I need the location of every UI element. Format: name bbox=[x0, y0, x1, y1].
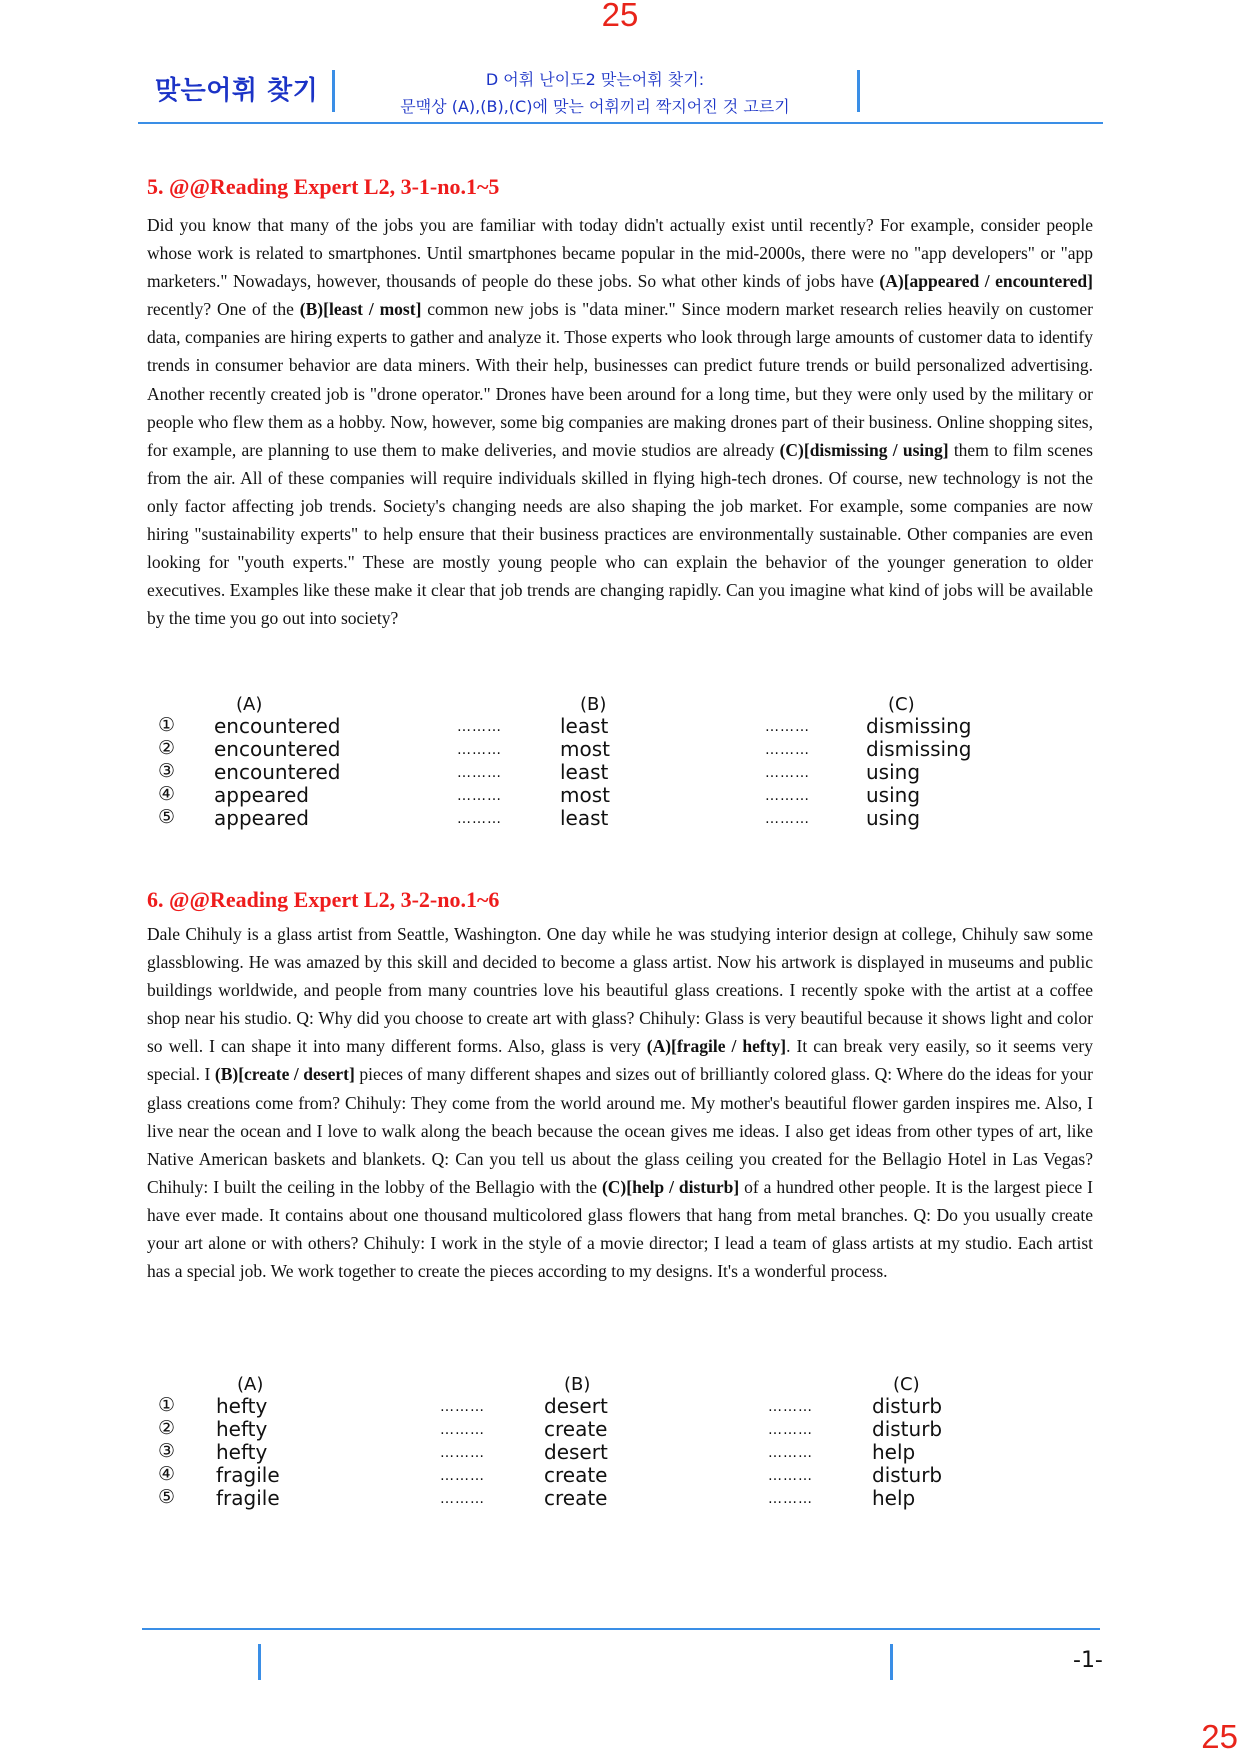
option-dots: ……… bbox=[440, 1399, 485, 1415]
section-subtitle bbox=[340, 66, 850, 120]
option-number: ⑤ bbox=[158, 1486, 176, 1508]
header-rule bbox=[138, 122, 1103, 124]
option-header-c: (C) bbox=[888, 694, 915, 715]
option-a: appeared bbox=[214, 783, 309, 807]
blank-choice: (B)[least / most] bbox=[299, 299, 422, 320]
option-dots: ……… bbox=[457, 742, 502, 758]
option-header-b: (B) bbox=[564, 1374, 591, 1395]
option-number: ① bbox=[158, 1394, 176, 1416]
footer-rule bbox=[142, 1628, 1100, 1630]
option-c: help bbox=[872, 1486, 916, 1510]
option-number: ② bbox=[158, 1417, 176, 1439]
option-c: disturb bbox=[872, 1394, 943, 1418]
option-dots: ……… bbox=[440, 1491, 485, 1507]
option-a: encountered bbox=[214, 737, 341, 761]
option-header-a: (A) bbox=[237, 1374, 264, 1395]
question-title: 5. @@Reading Expert L2, 3-1-no.1~5 bbox=[147, 174, 500, 199]
option-number: ④ bbox=[158, 783, 176, 805]
option-c: using bbox=[866, 760, 921, 784]
page-number-top: 25 bbox=[601, 0, 639, 33]
option-dots: ……… bbox=[768, 1468, 813, 1484]
option-number: ① bbox=[158, 714, 176, 736]
question-passage bbox=[147, 920, 1093, 1285]
option-dots: ……… bbox=[768, 1445, 813, 1461]
option-c: dismissing bbox=[866, 737, 972, 761]
blank-choice: (A)[appeared / encountered] bbox=[879, 271, 1093, 292]
passage-text: recently? One of the bbox=[147, 299, 300, 320]
passage-text: pieces of many different shapes and sizes out of brilliantly colored glass. Q: Where do the ideas for your glass creations come from? Chihuly: They come from the world around me. My mother's beautiful flower garden inspires me. Also, I live near the ocean and I love to walk along the beach because the ocean gives me ideas. I also get ideas from other types of art, like Native American baskets and blankets. Q: Can you tell us about the glass ceiling you created for the Bellagio Hotel in Las Vegas? Chihuly: I built the ceiling in the lobby of the Bellagio with the bbox=[147, 1064, 1093, 1197]
footer-divider-right bbox=[890, 1644, 893, 1680]
passage-text: of a hundred other people. It is the largest piece I have ever made. It contains about one thousand multicolored glass flowers that hang from metal branches. Q: Do you usually create your art alone or with others? Chihuly: I work in the style of a movie director; I lead a team of glass artists at my studio. Each artist has a special job. We work together to create the pieces according to my designs. It's a wonderful process. bbox=[147, 1176, 1093, 1282]
section-title: 맞는어휘 찾기 bbox=[155, 76, 319, 106]
option-header-c: (C) bbox=[893, 1374, 920, 1395]
passage-text: Did you know that many of the jobs you are familiar with today didn't actually exist until recently? For example, consider people whose work is related to smartphones. Until smartphones became popular in the mid-2000s, there were no "app developers" or "app marketers." Nowadays, however, thousands of people do these jobs. So what other kinds of jobs have bbox=[147, 215, 1093, 292]
option-dots: ……… bbox=[768, 1422, 813, 1438]
option-a: appeared bbox=[214, 806, 309, 830]
option-b: most bbox=[560, 737, 610, 761]
option-a: fragile bbox=[216, 1486, 280, 1510]
option-number: ③ bbox=[158, 760, 176, 782]
option-a: hefty bbox=[216, 1394, 268, 1418]
footer-page-label: -1- bbox=[1073, 1648, 1103, 1673]
option-number: ⑤ bbox=[158, 806, 176, 828]
option-a: encountered bbox=[214, 760, 341, 784]
option-b: create bbox=[544, 1417, 608, 1441]
option-c: disturb bbox=[872, 1463, 943, 1487]
blank-choice: (B)[create / desert] bbox=[214, 1064, 355, 1085]
option-dots: ……… bbox=[765, 765, 810, 781]
subtitle-line-2: 문맥상 (A),(B),(C)에 맞는 어휘끼리 짝지어진 것 고르기 bbox=[400, 97, 790, 116]
option-dots: ……… bbox=[457, 788, 502, 804]
blank-choice: (A)[fragile / hefty] bbox=[646, 1036, 787, 1057]
option-dots: ……… bbox=[440, 1422, 485, 1438]
option-b: desert bbox=[544, 1394, 608, 1418]
option-header-b: (B) bbox=[580, 694, 607, 715]
option-b: create bbox=[544, 1486, 608, 1510]
option-dots: ……… bbox=[768, 1399, 813, 1415]
option-b: least bbox=[560, 760, 609, 784]
passage-text: . It can break very easily, so it seems very special. I bbox=[147, 1036, 1093, 1085]
option-number: ③ bbox=[158, 1440, 176, 1462]
blank-choice: (C)[dismissing / using] bbox=[779, 439, 949, 460]
subtitle-line-1: D 어휘 난이도2 맞는어휘 찾기: bbox=[485, 70, 705, 89]
option-a: fragile bbox=[216, 1463, 280, 1487]
footer-divider-left bbox=[258, 1644, 261, 1680]
option-dots: ……… bbox=[440, 1445, 485, 1461]
blank-choice: (C)[help / disturb] bbox=[601, 1176, 740, 1197]
option-dots: ……… bbox=[768, 1491, 813, 1507]
header-divider-right bbox=[857, 70, 860, 112]
option-c: help bbox=[872, 1440, 916, 1464]
option-b: most bbox=[560, 783, 610, 807]
option-b: least bbox=[560, 714, 609, 738]
option-b: create bbox=[544, 1463, 608, 1487]
page-number-bottom: 25 bbox=[1201, 1718, 1238, 1755]
option-dots: ……… bbox=[440, 1468, 485, 1484]
option-c: using bbox=[866, 783, 921, 807]
option-c: dismissing bbox=[866, 714, 972, 738]
option-dots: ……… bbox=[457, 719, 502, 735]
option-b: desert bbox=[544, 1440, 608, 1464]
option-a: hefty bbox=[216, 1440, 268, 1464]
option-dots: ……… bbox=[765, 719, 810, 735]
passage-text: Dale Chihuly is a glass artist from Seattle, Washington. One day while he was studying interior design at college, Chihuly saw some glassblowing. He was amazed by this skill and decided to become a glass artist. Now his artwork is displayed in museums and public buildings worldwide, and people from many countries love his beautiful glass creations. I recently spoke with the artist at a coffee shop near his studio. Q: Why did you choose to create art with glass? Chihuly: Glass is very beautiful because it shows light and color so well. I can shape it into many different forms. Also, glass is very bbox=[147, 924, 1093, 1057]
option-c: using bbox=[866, 806, 921, 830]
passage-text: them to film scenes from the air. All of these companies will require individuals skilled in flying high-tech drones. Of course, new technology is not the only factor affecting job trends. Society's changing needs are also shaping the job market. For example, some companies are now hiring "sustainability experts" to help ensure that their business practices are environmentally sustainable. Other companies are even looking for "youth experts." These are mostly young people who can explain the behavior of the younger generation to older executives. Examples like these make it clear that job trends are changing rapidly. Can you imagine what kind of jobs will be available by the time you go out into society? bbox=[147, 439, 1093, 629]
option-dots: ……… bbox=[457, 811, 502, 827]
question-title: 6. @@Reading Expert L2, 3-2-no.1~6 bbox=[147, 887, 500, 912]
option-header-a: (A) bbox=[236, 694, 263, 715]
option-a: encountered bbox=[214, 714, 341, 738]
option-dots: ……… bbox=[765, 811, 810, 827]
option-dots: ……… bbox=[457, 765, 502, 781]
header-divider-left bbox=[332, 70, 335, 112]
option-b: least bbox=[560, 806, 609, 830]
option-dots: ……… bbox=[765, 788, 810, 804]
option-dots: ……… bbox=[765, 742, 810, 758]
option-c: disturb bbox=[872, 1417, 943, 1441]
option-number: ② bbox=[158, 737, 176, 759]
option-a: hefty bbox=[216, 1417, 268, 1441]
question-passage bbox=[147, 211, 1093, 632]
option-number: ④ bbox=[158, 1463, 176, 1485]
passage-text: common new jobs is "data miner." Since modern market research relies heavily on customer data, companies are hiring experts to gather and analyze it. Those experts who look through large amounts of customer data to identify trends in consumer behavior are data miners. With their help, businesses can predict future trends or build personalized advertising. Another recently created job is "drone operator." Drones have been around for a long time, but they were only used by the military or people who flew them as a hobby. Now, however, some big companies are making drones part of their business. Online shopping sites, for example, are planning to use them to make deliveries, and movie studios are already bbox=[147, 299, 1094, 460]
